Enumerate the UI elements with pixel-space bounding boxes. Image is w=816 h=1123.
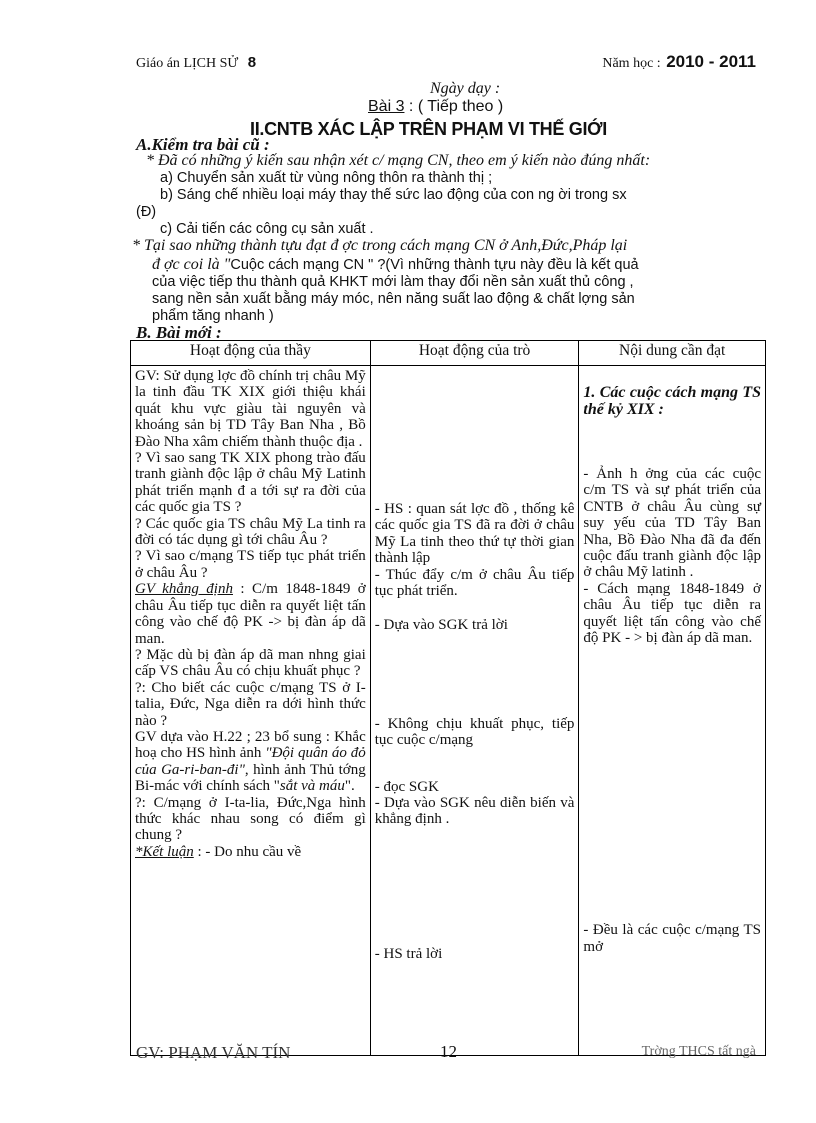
teacher-p10 bbox=[135, 844, 366, 860]
q2-italic-part: đ ợc coi là " bbox=[152, 256, 231, 273]
header-teacher-activity: Hoạt động của thầy bbox=[131, 341, 371, 366]
header-content: Nội dung cần đạt bbox=[579, 341, 766, 366]
question-2-line-5: phẩm tăng nhanh ) bbox=[152, 308, 274, 324]
teacher-p8-a: GV dựa vào H.22 ; 23 bổ sung : Khắc hoạ cho HS hình ảnh bbox=[135, 728, 366, 762]
option-b: b) Sáng chế nhiều loại máy thay thế sức lao động của con ng ời trong sx bbox=[160, 187, 627, 203]
page-title: II.CNTB XÁC LẬP TRÊN PHẠM VI THẾ GIỚI bbox=[250, 119, 607, 139]
student-activity-cell bbox=[370, 366, 579, 1056]
student-p5: - đọc SGK bbox=[374, 778, 439, 795]
header-grade: 8 bbox=[247, 54, 257, 71]
content-cell bbox=[579, 366, 766, 1056]
lesson-plan-table bbox=[130, 340, 766, 1056]
teacher-p5-label: GV khẳng định bbox=[135, 581, 233, 598]
teacher-p10-text: : - Do nhu cầu về bbox=[193, 843, 302, 860]
teacher-p8-b: "Đội quân áo đỏ của Ga-ri-ban-đi" bbox=[135, 745, 366, 778]
section-a-heading: A.Kiểm tra bài cũ : bbox=[136, 135, 270, 154]
lesson-number bbox=[368, 98, 503, 116]
teacher-activity-cell bbox=[131, 366, 371, 1056]
header-subject-name: LỊCH SỬ bbox=[183, 56, 239, 71]
option-c: c) Cải tiến các công cụ sản xuất . bbox=[160, 221, 374, 237]
question-2-line-1: * Tại sao những thành tựu đạt đ ợc trong cách mạng CN ở Anh,Đức,Pháp lại bbox=[132, 237, 628, 254]
option-a: a) Chuyển sản xuất từ vùng nông thôn ra thành thị ; bbox=[160, 170, 493, 186]
option-b-mark: (Đ) bbox=[136, 204, 157, 220]
content-p2: - Cách mạng 1848-1849 ở châu Âu tiếp tục diễn ra quyết liệt tấn công vào chế độ PK - > bị đàn áp dã man. bbox=[583, 580, 761, 647]
student-p2: - Thúc đẩy c/m ở châu Âu tiếp tục phát triển. bbox=[374, 566, 575, 600]
q2-text-part: Cuộc cách mạng CN " ?(Vì những thành tựu này đều là kết quả bbox=[230, 257, 639, 273]
teacher-p1: GV: Sử dụng lợc đồ chính trị châu Mỹ la tinh đầu TK XIX giới thiệu khái quát khu vực giàu tài nguyên và khoáng sản bị TD Tây Ban Nha , Bồ Đào Nha xâm chiếm thành thuộc địa . bbox=[135, 368, 366, 450]
content-heading-1: 1. Các cuộc cách mạng TS thế kỷ XIX : bbox=[583, 384, 761, 418]
teacher-p2: ? Vì sao sang TK XIX phong trào đấu tranh giành độc lập ở châu Mỹ Latinh phát triển mạnh đ a tới sự ra đời của các quốc gia TS ? bbox=[135, 450, 366, 516]
footer-school: Trờng THCS tất ngà bbox=[641, 1044, 756, 1059]
student-p7: - HS trả lời bbox=[374, 945, 443, 962]
student-p4: - Không chịu khuất phục, tiếp tục cuộc c/mạng bbox=[374, 715, 575, 749]
student-p6: - Dựa vào SGK nêu diễn biến và khẳng định . bbox=[374, 795, 575, 828]
school-year-label: Năm học : bbox=[602, 56, 661, 71]
lesson-continuation: : ( Tiếp theo ) bbox=[408, 98, 504, 115]
header-student-activity: Hoạt động của trò bbox=[370, 341, 579, 366]
section-b-heading: B. Bài mới : bbox=[136, 323, 222, 342]
question-2-line-4: sang nền sản xuất bằng máy móc, nên năng suất lao động & chất lợng sản bbox=[152, 291, 635, 307]
header-subject bbox=[136, 54, 256, 72]
footer-teacher: GV: PHẠM VĂN TÍN bbox=[136, 1043, 291, 1062]
table-header-row bbox=[131, 341, 766, 366]
question-2-line-3: của việc tiếp thu thành quả KHKT mới làm thay đổi nền sản xuất thủ công , bbox=[152, 274, 634, 290]
teaching-date: Ngày dạy : bbox=[430, 80, 501, 97]
teacher-p6: ? Mặc dù bị đàn áp dã man nhng giai cấp VS châu Âu có chịu khuất phục ? bbox=[135, 646, 366, 680]
header-label: Giáo án bbox=[136, 56, 180, 71]
student-p1: - HS : quan sát lợc đồ , thống kê các quốc gia TS đã ra đời ở châu Mỹ La tinh theo thứ tự thời gian thành lập bbox=[374, 501, 575, 567]
teacher-p5 bbox=[135, 581, 366, 647]
content-p1: - Ảnh h ởng của các cuộc c/m TS và sự phát triển của CNTB ở châu Âu cùng sự suy yếu của TD Tây Ban Nha, Bồ Đào Nha đã đa đến cuộc đấu tranh giành độc lập ở châu Mỹ latinh . bbox=[583, 466, 761, 581]
lesson-label: Bài 3 bbox=[368, 98, 405, 115]
header-school-year bbox=[602, 52, 756, 72]
teacher-p5-text: : C/m 1848-1849 ở châu Âu tiếp tục diễn ra quyết liệt tấn công vào chế độ PK -> bị đàn áp dã man. bbox=[135, 581, 366, 647]
page-number: 12 bbox=[440, 1042, 457, 1061]
student-p3: - Dựa vào SGK trả lời bbox=[374, 617, 508, 634]
teacher-p8 bbox=[135, 729, 366, 795]
question-1: * Đã có những ý kiến sau nhận xét c/ mạng CN, theo em ý kiến nào đúng nhất: bbox=[146, 152, 651, 169]
teacher-p8-d: sắt và máu bbox=[279, 778, 345, 795]
teacher-p4: ? Vì sao c/mạng TS tiếp tục phát triển ở châu Âu ? bbox=[135, 548, 366, 581]
teacher-p8-c: , hình ảnh Thủ tớng Bi-mác với chính sách " bbox=[135, 761, 366, 795]
teacher-p8-e: ". bbox=[344, 778, 355, 795]
question-2-line-2 bbox=[152, 256, 639, 274]
table-row bbox=[131, 366, 766, 1056]
teacher-p3: ? Các quốc gia TS châu Mỹ La tinh ra đời có tác dụng gì tới châu Âu ? bbox=[135, 515, 366, 549]
content-p3: - Đều là các cuộc c/mạng TS mở bbox=[583, 922, 761, 955]
school-year-value: 2010 - 2011 bbox=[666, 52, 756, 71]
teacher-p7: ?: Cho biết các cuộc c/mạng TS ở I-talia, Đức, Nga diễn ra dới hình thức nào ? bbox=[135, 679, 366, 729]
teacher-p9: ?: C/mạng ở I-ta-lia, Đức,Nga hình thức khác nhau song có điểm gì chung ? bbox=[135, 794, 366, 844]
teacher-p10-label: *Kết luận bbox=[135, 843, 194, 860]
